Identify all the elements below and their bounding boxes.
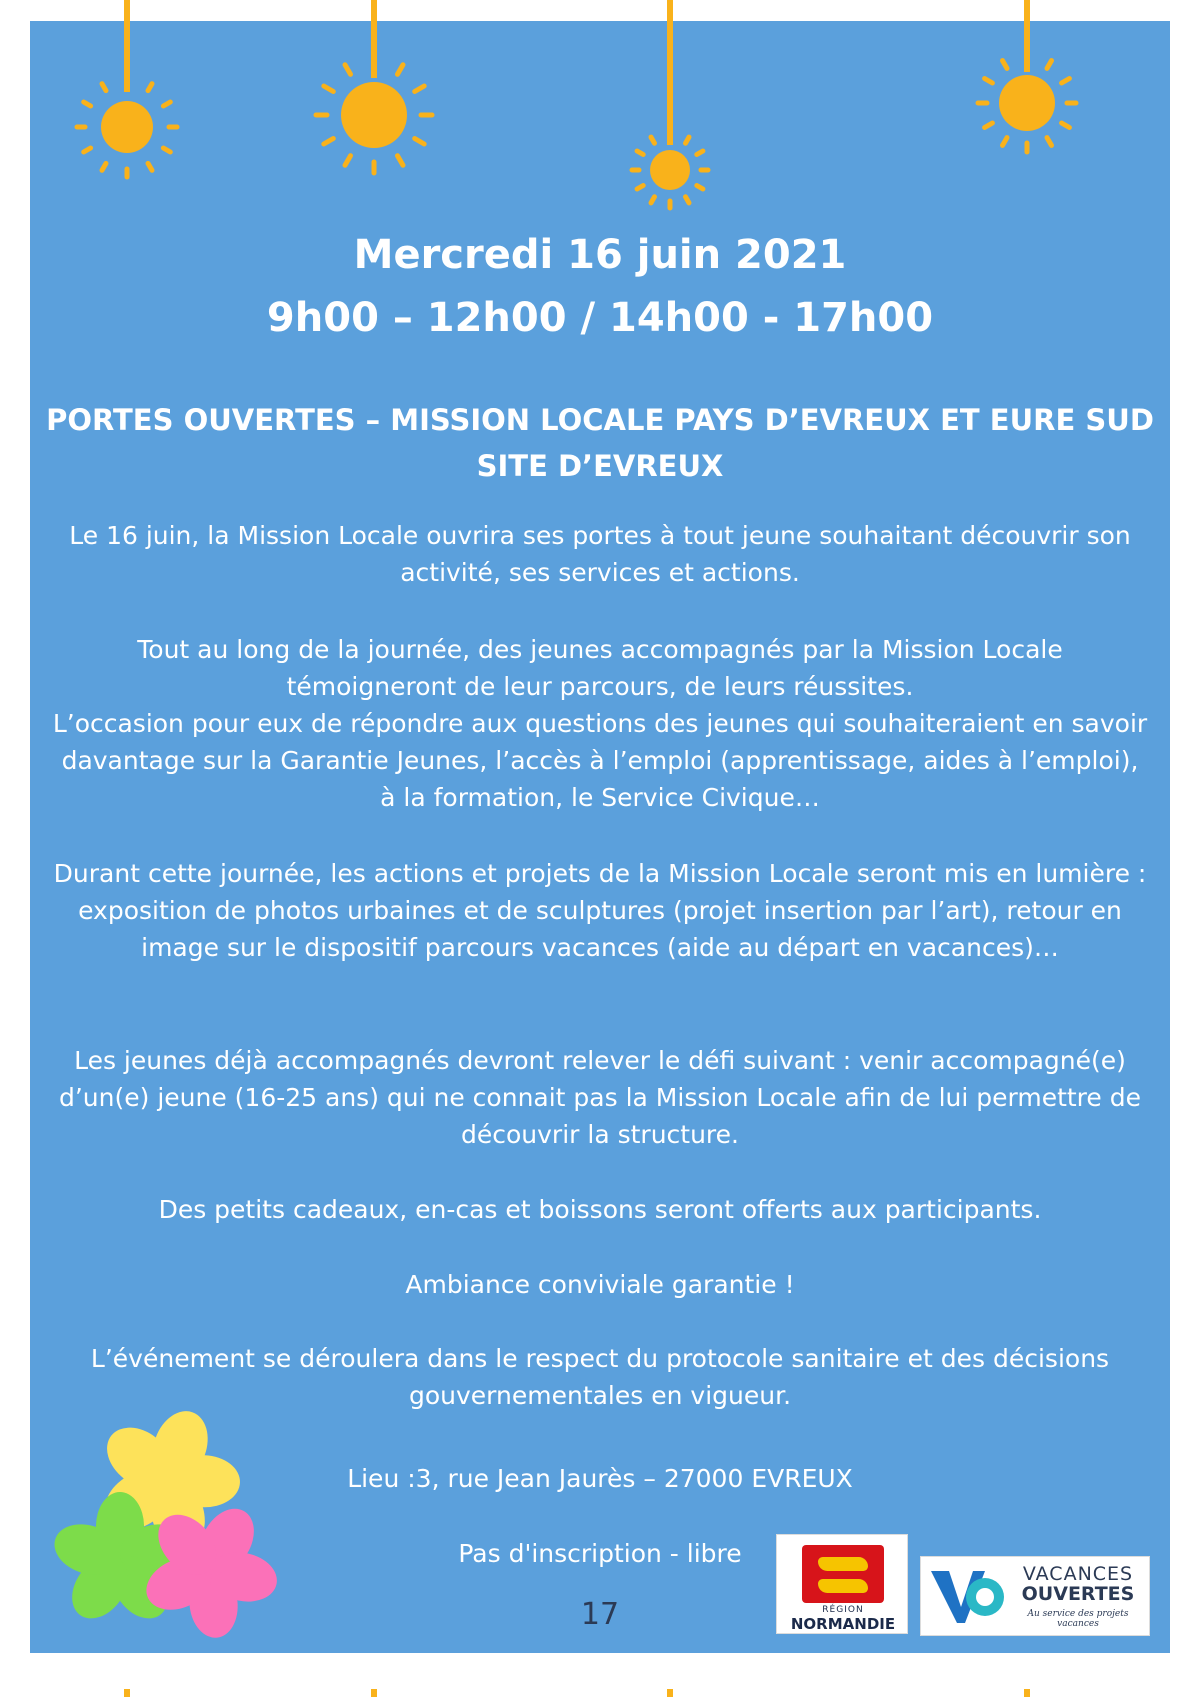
event-subtitle-line: SITE D’EVREUX	[476, 449, 724, 483]
paragraph-ambiance: Ambiance conviviale garantie !	[405, 1270, 795, 1299]
normandie-shield-icon	[802, 1545, 884, 1603]
sun-icon	[632, 0, 708, 208]
page-number: 17	[580, 1597, 620, 1632]
event-title	[40, 397, 1160, 489]
region-normandie-logo	[776, 1534, 908, 1634]
paragraph-gifts: Des petits cadeaux, en-cas et boissons seront offerts aux participants.	[158, 1195, 1042, 1224]
sun-icon	[316, 0, 432, 173]
event-title-line: PORTES OUVERTES – MISSION LOCALE PAYS D’EVREUX ET EURE SUD	[46, 403, 1154, 437]
sun-icon	[77, 0, 177, 177]
paragraph-challenge: Les jeunes déjà accompagnés devront relever le défi suivant : venir accompagné(e) d’un(e) jeune (16-25 ans) qui ne connait pas la Mission Locale afin de lui permettre de découvrir la structure.	[58, 1046, 1141, 1149]
bottom-ticks	[124, 1689, 1030, 1697]
logo-vacances-line2: OUVERTES	[1021, 1583, 1135, 1605]
logo-vacances-line1: VACANCES	[1022, 1563, 1134, 1585]
paragraph-sanitary: L’événement se déroulera dans le respect du protocole sanitaire et des décisions gouvernementales en vigueur.	[90, 1344, 1110, 1410]
logo-normandie-label: NORMANDIE	[790, 1615, 896, 1633]
sun-icon	[978, 0, 1076, 152]
logo-region-label: RÉGION	[822, 1605, 864, 1615]
paragraph-intro: Le 16 juin, la Mission Locale ouvrira ses portes à tout jeune souhaitant découvrir son activité, ses services et actions.	[69, 521, 1131, 587]
event-date: Mercredi 16 juin 2021	[353, 232, 847, 278]
paragraph-actions: Durant cette journée, les actions et projets de la Mission Locale seront mis en lumière : exposition de photos urbaines et de sculptures (projet insertion par l’art), retour en image sur le dispositif parcours vacances (aide au départ en vacances)…	[53, 859, 1147, 962]
paragraph-testimonials: Tout au long de la journée, des jeunes accompagnés par la Mission Locale témoigneront de leur parcours, de leurs réussites.	[137, 635, 1063, 701]
paragraph-questions: L’occasion pour eux de répondre aux questions des jeunes qui souhaiteraient en savoir davantage sur la Garantie Jeunes, l’accès à l’emploi (apprentissage, aides à l’emploi), à la formation, le Service Civique…	[52, 709, 1148, 812]
logo-vacances-tagline: Au service des projets vacances	[1027, 1609, 1129, 1629]
event-location: Lieu :3, rue Jean Jaurès – 27000 EVREUX	[347, 1464, 853, 1493]
registration-info: Pas d'inscription - libre	[458, 1539, 742, 1568]
vo-monogram-icon	[927, 1563, 1007, 1629]
vacances-ouvertes-logo	[920, 1556, 1150, 1636]
event-hours: 9h00 – 12h00 / 14h00 - 17h00	[266, 295, 934, 341]
